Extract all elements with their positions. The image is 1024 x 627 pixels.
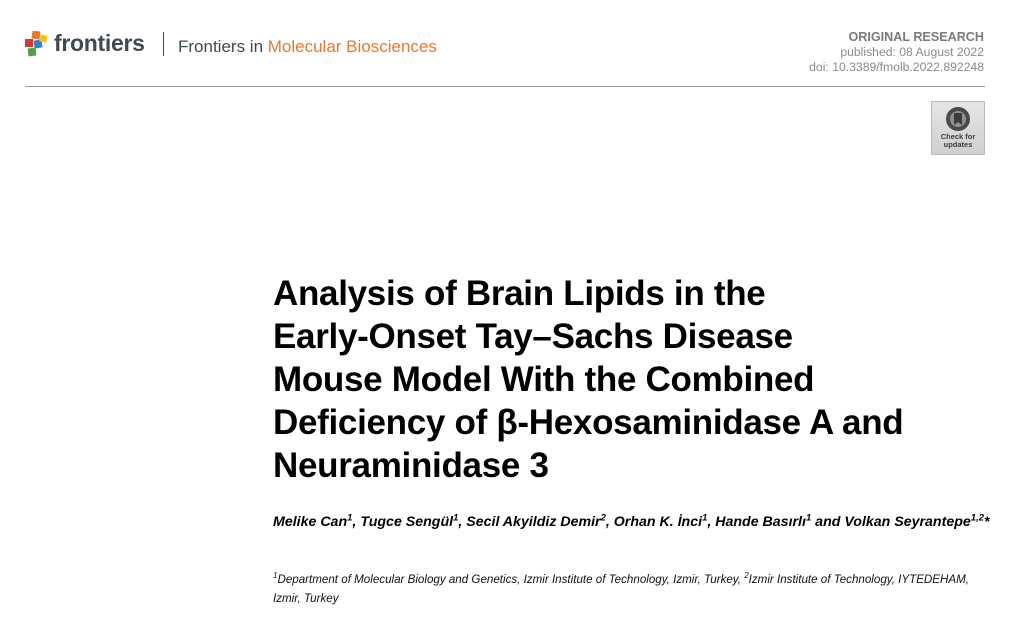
article-header [0, 0, 1024, 88]
author-affiliation-sup: 2 [600, 512, 606, 524]
author-affiliation-sup: 1 [702, 512, 708, 524]
affiliation-text: Department of Molecular Biology and Genetics, Izmir Institute of Technology, Izmir, Turkey, [277, 573, 745, 586]
author-name[interactable]: Melike Can [273, 514, 348, 530]
brand-name[interactable]: frontiers [54, 30, 145, 56]
author-separator: , [458, 514, 467, 530]
author-separator: and [811, 514, 845, 530]
journal-name: Molecular Biosciences [267, 37, 437, 56]
author-name[interactable]: Hande Basırlı [715, 514, 806, 530]
author-affiliation-sup: 1,2 [970, 512, 984, 524]
journal-title[interactable] [178, 37, 437, 57]
check-updates-line2: updates [943, 140, 973, 149]
affiliation-text: Izmir Institute of Technology, IYTEDEHAM, Izmir, Turkey [273, 573, 970, 605]
affiliation-sup: 2 [744, 571, 749, 581]
author-name[interactable]: Secil Akyildiz Demir [466, 514, 601, 530]
author-affiliation-sup: 1 [805, 512, 812, 524]
published-date: published: 08 August 2022 [840, 45, 984, 59]
journal-prefix: Frontiers in [178, 37, 268, 56]
affiliations [273, 570, 993, 608]
check-updates-label [932, 133, 984, 149]
author-separator: * [984, 514, 990, 530]
check-for-updates-badge[interactable] [931, 101, 985, 155]
author-list [273, 512, 993, 533]
frontiers-logo-icon [25, 31, 48, 57]
author-separator: , [605, 514, 614, 530]
brand-divider [163, 32, 164, 56]
author-affiliation-sup: 1 [347, 512, 353, 524]
author-separator: , [707, 514, 716, 530]
header-rule [25, 86, 985, 87]
author-name[interactable]: Volkan Seyrantepe [844, 514, 971, 530]
article-meta [809, 30, 984, 75]
affiliation-sup: 1 [273, 571, 278, 581]
author-name[interactable]: Tugce Sengül [360, 514, 454, 530]
author-affiliation-sup: 1 [453, 512, 459, 524]
article-title: Analysis of Brain Lipids in the Early-Onset Tay–Sachs Disease Mouse Model With the Combined Deficiency of β-Hexosaminidase A and Neuraminidase 3 [273, 274, 904, 485]
author-name[interactable]: Orhan K. İnci [613, 514, 703, 530]
check-updates-line1: Check for [940, 132, 976, 141]
article-type: ORIGINAL RESEARCH [848, 30, 984, 44]
check-updates-icon [943, 105, 973, 133]
author-separator: , [352, 514, 361, 530]
doi[interactable]: doi: 10.3389/fmolb.2022.892248 [809, 60, 984, 74]
